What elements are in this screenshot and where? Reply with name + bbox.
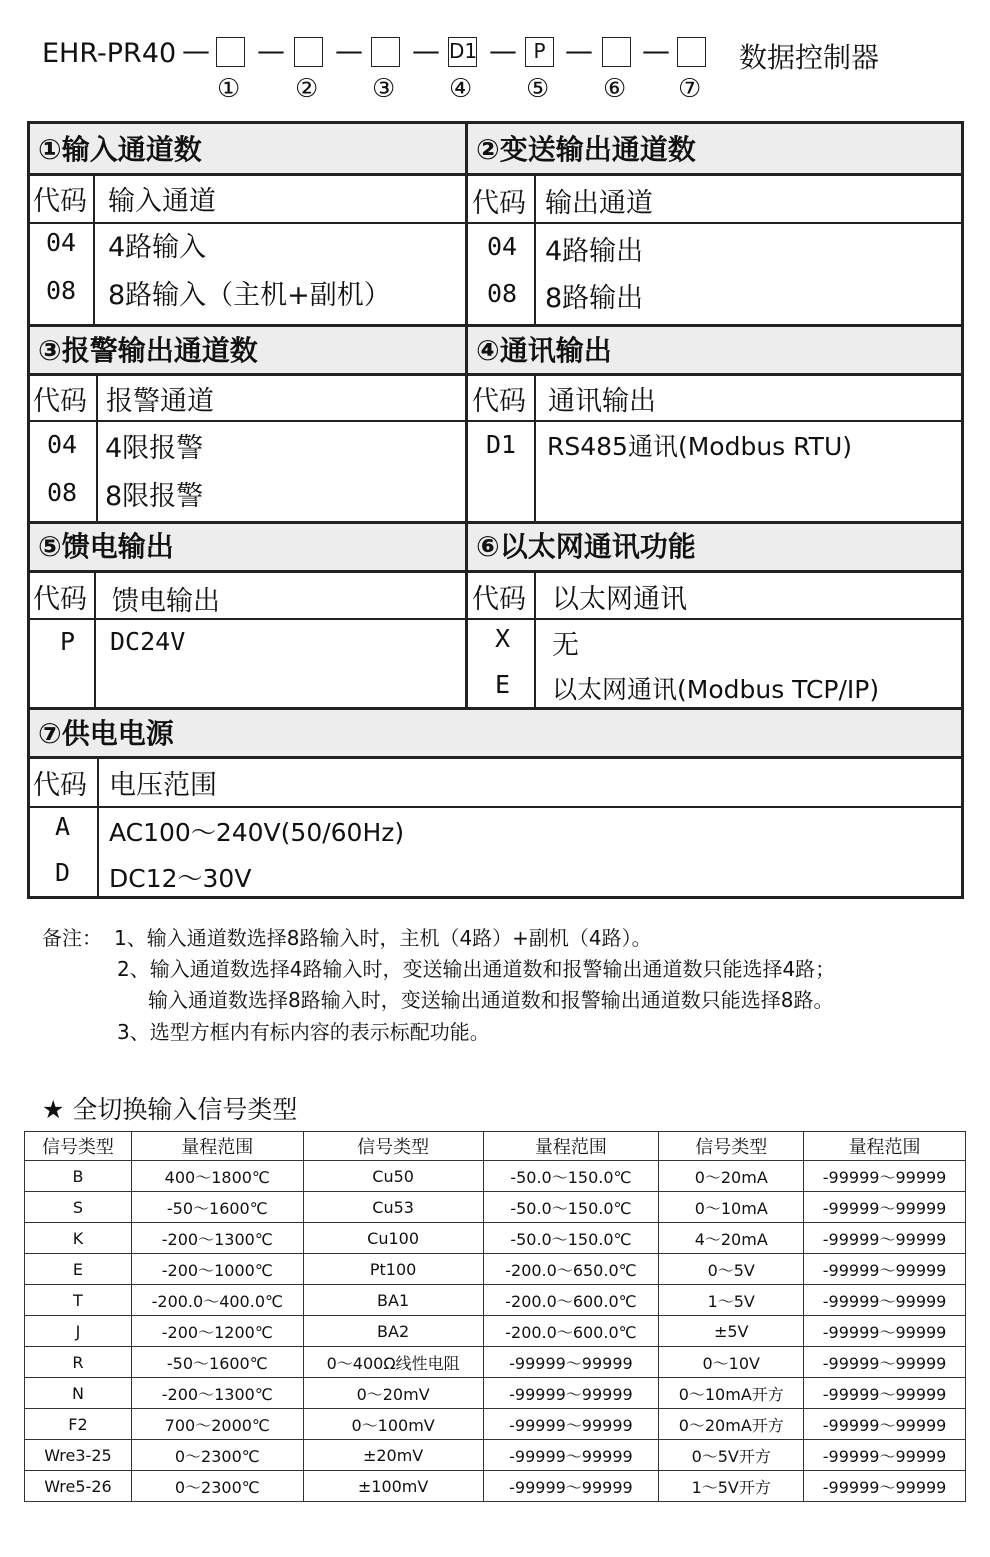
column-header: 信号类型 xyxy=(25,1132,132,1161)
table-row xyxy=(25,1285,966,1316)
column-header: 量程范围 xyxy=(483,1132,659,1161)
notes-prefix: 备注： xyxy=(42,926,102,950)
option-desc: 4路输出 xyxy=(545,236,644,267)
code-value: A xyxy=(55,812,71,841)
table-cell: -200～1300℃ xyxy=(131,1378,303,1409)
divider xyxy=(30,324,961,327)
table-cell: 0～2300℃ xyxy=(131,1471,303,1502)
table-cell: ±5V xyxy=(659,1316,804,1347)
column-label: 以太网通讯 xyxy=(552,584,687,615)
table-cell: -99999～99999 xyxy=(804,1347,966,1378)
table-row xyxy=(25,1254,966,1285)
table-cell: 1～5V开方 xyxy=(659,1471,804,1502)
option-box-5: P xyxy=(525,37,554,67)
note-3: 3、选型方框内有标内容的表示标配功能。 xyxy=(117,1020,490,1044)
table-cell: Pt100 xyxy=(303,1254,483,1285)
table-cell: -99999～99999 xyxy=(804,1409,966,1440)
table-row xyxy=(25,1192,966,1223)
table-cell: F2 xyxy=(25,1409,132,1440)
table-cell: T xyxy=(25,1285,132,1316)
note-2b: 输入通道数选择8路输入时，变送输出通道数和报警输出通道数只能选择8路。 xyxy=(148,988,834,1012)
table-cell: S xyxy=(25,1192,132,1223)
option-number-4: ④ xyxy=(449,74,473,104)
divider xyxy=(30,570,961,573)
divider xyxy=(30,618,961,620)
table-cell: -99999～99999 xyxy=(804,1440,966,1471)
divider xyxy=(30,806,961,808)
dash: — xyxy=(257,34,285,67)
table-cell: 400～1800℃ xyxy=(131,1161,303,1192)
table-row xyxy=(25,1440,966,1471)
option-number-1: ① xyxy=(217,74,241,104)
column-header: 信号类型 xyxy=(659,1132,804,1161)
column-label: 输出通道 xyxy=(545,188,653,219)
table-cell: Cu100 xyxy=(303,1223,483,1254)
note-1: 1、输入通道数选择8路输入时，主机（4路）+副机（4路）。 xyxy=(114,926,652,950)
table-cell: -99999～99999 xyxy=(804,1471,966,1502)
table-cell: 0～10mA xyxy=(659,1192,804,1223)
table-cell: 1～5V xyxy=(659,1285,804,1316)
table-cell: B xyxy=(25,1161,132,1192)
option-number-5: ⑤ xyxy=(526,74,550,104)
option-desc: DC24V xyxy=(110,627,186,656)
table-cell: Cu53 xyxy=(303,1192,483,1223)
section-title-6: ⑥以太网通讯功能 xyxy=(468,523,961,570)
table-cell: -200～1300℃ xyxy=(131,1223,303,1254)
table-cell: -99999～99999 xyxy=(483,1378,659,1409)
table-cell: 0～10V xyxy=(659,1347,804,1378)
code-label: 代码 xyxy=(33,584,87,615)
table-cell: ±20mV xyxy=(303,1440,483,1471)
divider xyxy=(30,707,961,710)
divider xyxy=(30,521,961,524)
table-cell: -50.0～150.0℃ xyxy=(483,1192,659,1223)
option-desc: 无 xyxy=(552,630,579,661)
code-label: 代码 xyxy=(472,188,526,219)
code-value: 08 xyxy=(46,276,77,305)
option-number-3: ③ xyxy=(372,74,396,104)
table-cell: -99999～99999 xyxy=(804,1316,966,1347)
option-desc: 8路输入（主机+副机） xyxy=(108,280,391,311)
option-desc: 4限报警 xyxy=(105,433,204,464)
table-cell: -50.0～150.0℃ xyxy=(483,1223,659,1254)
dash: — xyxy=(182,34,210,67)
code-value: 08 xyxy=(47,478,78,507)
divider xyxy=(534,373,536,521)
page-title: 数据控制器 xyxy=(739,41,880,74)
model-code-line xyxy=(42,36,942,76)
table-cell: N xyxy=(25,1378,132,1409)
table-cell: 0～100mV xyxy=(303,1409,483,1440)
option-box-6 xyxy=(602,37,631,67)
table-cell: -99999～99999 xyxy=(804,1285,966,1316)
divider xyxy=(30,222,961,224)
option-box-7 xyxy=(677,37,706,67)
code-value: D1 xyxy=(486,430,517,459)
table-header-row xyxy=(25,1132,966,1161)
table-cell: 0～20mV xyxy=(303,1378,483,1409)
section-title-7: ⑦供电电源 xyxy=(30,709,961,756)
note-2a: 2、输入通道数选择4路输入时，变送输出通道数和报警输出通道数只能选择4路； xyxy=(117,957,836,981)
column-label: 输入通道 xyxy=(108,186,216,217)
divider xyxy=(534,570,536,707)
code-value: 04 xyxy=(487,232,518,261)
table-cell: -99999～99999 xyxy=(804,1223,966,1254)
table-cell: ±100mV xyxy=(303,1471,483,1502)
dash: — xyxy=(412,34,440,67)
table-cell: -50～1600℃ xyxy=(131,1192,303,1223)
section-title-5: ⑤馈电输出 xyxy=(30,523,466,570)
column-label: 馈电输出 xyxy=(112,586,220,617)
table-cell: K xyxy=(25,1223,132,1254)
table-cell: 0～2300℃ xyxy=(131,1440,303,1471)
option-desc: RS485通讯(Modbus RTU) xyxy=(547,432,853,461)
option-box-2 xyxy=(294,37,323,67)
table-row xyxy=(25,1223,966,1254)
option-desc: 以太网通讯(Modbus TCP/IP) xyxy=(552,675,880,704)
column-label: 电压范围 xyxy=(109,770,217,801)
code-label: 代码 xyxy=(33,186,87,217)
option-desc: 8路输出 xyxy=(545,283,644,314)
code-label: 代码 xyxy=(472,386,526,417)
dash: — xyxy=(642,34,670,67)
table-cell: J xyxy=(25,1316,132,1347)
selection-table xyxy=(27,121,964,899)
dash: — xyxy=(335,34,363,67)
table-cell: 0～400Ω线性电阻 xyxy=(303,1347,483,1378)
code-value: X xyxy=(495,624,511,653)
code-value: 08 xyxy=(487,279,518,308)
section-title-4: ④通讯输出 xyxy=(468,326,961,373)
table-cell: -200.0～650.0℃ xyxy=(483,1254,659,1285)
column-header: 信号类型 xyxy=(303,1132,483,1161)
table-cell: -99999～99999 xyxy=(483,1471,659,1502)
option-number-6: ⑥ xyxy=(603,74,627,104)
table-cell: 700～2000℃ xyxy=(131,1409,303,1440)
section-title-3: ③报警输出通道数 xyxy=(30,326,466,373)
option-number-7: ⑦ xyxy=(678,74,702,104)
divider xyxy=(94,570,96,707)
divider xyxy=(30,173,961,176)
option-desc: 4路输入 xyxy=(108,232,207,263)
table-cell: -99999～99999 xyxy=(804,1192,966,1223)
code-label: 代码 xyxy=(472,584,526,615)
table-cell: -200.0～400.0℃ xyxy=(131,1285,303,1316)
divider xyxy=(93,173,95,324)
column-label: 报警通道 xyxy=(106,386,214,417)
code-label: 代码 xyxy=(33,386,87,417)
code-label: 代码 xyxy=(33,770,87,801)
table-cell: 0～5V开方 xyxy=(659,1440,804,1471)
table-cell: 0～20mA xyxy=(659,1161,804,1192)
option-desc: AC100～240V(50/60Hz) xyxy=(109,818,405,847)
table-cell: BA1 xyxy=(303,1285,483,1316)
model-prefix: EHR-PR40 xyxy=(42,38,177,69)
option-number-2: ② xyxy=(295,74,319,104)
table-cell: Wre5-26 xyxy=(25,1471,132,1502)
table-cell: -200～1000℃ xyxy=(131,1254,303,1285)
code-value: 04 xyxy=(46,228,77,257)
table-row xyxy=(25,1378,966,1409)
divider xyxy=(30,420,961,422)
table-cell: -200.0～600.0℃ xyxy=(483,1285,659,1316)
table-cell: -99999～99999 xyxy=(804,1254,966,1285)
table-cell: -99999～99999 xyxy=(804,1378,966,1409)
column-header: 量程范围 xyxy=(131,1132,303,1161)
option-box-3 xyxy=(371,37,400,67)
code-value: P xyxy=(60,627,76,656)
section-title-1: ①输入通道数 xyxy=(30,124,466,173)
dash: — xyxy=(565,34,593,67)
table-cell: -99999～99999 xyxy=(804,1161,966,1192)
table-cell: R xyxy=(25,1347,132,1378)
table-cell: -99999～99999 xyxy=(483,1440,659,1471)
divider xyxy=(465,124,468,709)
code-value: D xyxy=(55,858,71,887)
column-header: 量程范围 xyxy=(804,1132,966,1161)
table-row xyxy=(25,1471,966,1502)
table-cell: Wre3-25 xyxy=(25,1440,132,1471)
table-cell: -99999～99999 xyxy=(483,1347,659,1378)
table-cell: -99999～99999 xyxy=(483,1409,659,1440)
table-cell: 4～20mA xyxy=(659,1223,804,1254)
divider xyxy=(97,756,99,896)
section-title-2: ②变送输出通道数 xyxy=(468,124,961,173)
table-cell: 0～20mA开方 xyxy=(659,1409,804,1440)
divider xyxy=(96,373,98,521)
table-cell: -50～1600℃ xyxy=(131,1347,303,1378)
table-cell: -200.0～600.0℃ xyxy=(483,1316,659,1347)
option-desc: DC12～30V xyxy=(109,864,252,893)
table-cell: BA2 xyxy=(303,1316,483,1347)
table-cell: -200～1200℃ xyxy=(131,1316,303,1347)
option-desc: 8限报警 xyxy=(105,481,204,512)
table-cell: E xyxy=(25,1254,132,1285)
option-box-1 xyxy=(216,37,245,67)
code-value: E xyxy=(495,670,511,699)
table-cell: -50.0～150.0℃ xyxy=(483,1161,659,1192)
table-cell: Cu50 xyxy=(303,1161,483,1192)
table-row xyxy=(25,1409,966,1440)
divider xyxy=(30,373,961,376)
divider xyxy=(30,756,961,759)
code-value: 04 xyxy=(47,430,78,459)
signal-table-title: ★ 全切换输入信号类型 xyxy=(42,1095,298,1124)
signal-type-table xyxy=(24,1131,966,1502)
option-box-4: D1 xyxy=(448,37,477,67)
dash: — xyxy=(489,34,517,67)
column-label: 通讯输出 xyxy=(548,386,656,417)
table-row xyxy=(25,1316,966,1347)
table-cell: 0～5V xyxy=(659,1254,804,1285)
table-row xyxy=(25,1347,966,1378)
divider xyxy=(534,173,536,324)
table-row xyxy=(25,1161,966,1192)
table-cell: 0～10mA开方 xyxy=(659,1378,804,1409)
